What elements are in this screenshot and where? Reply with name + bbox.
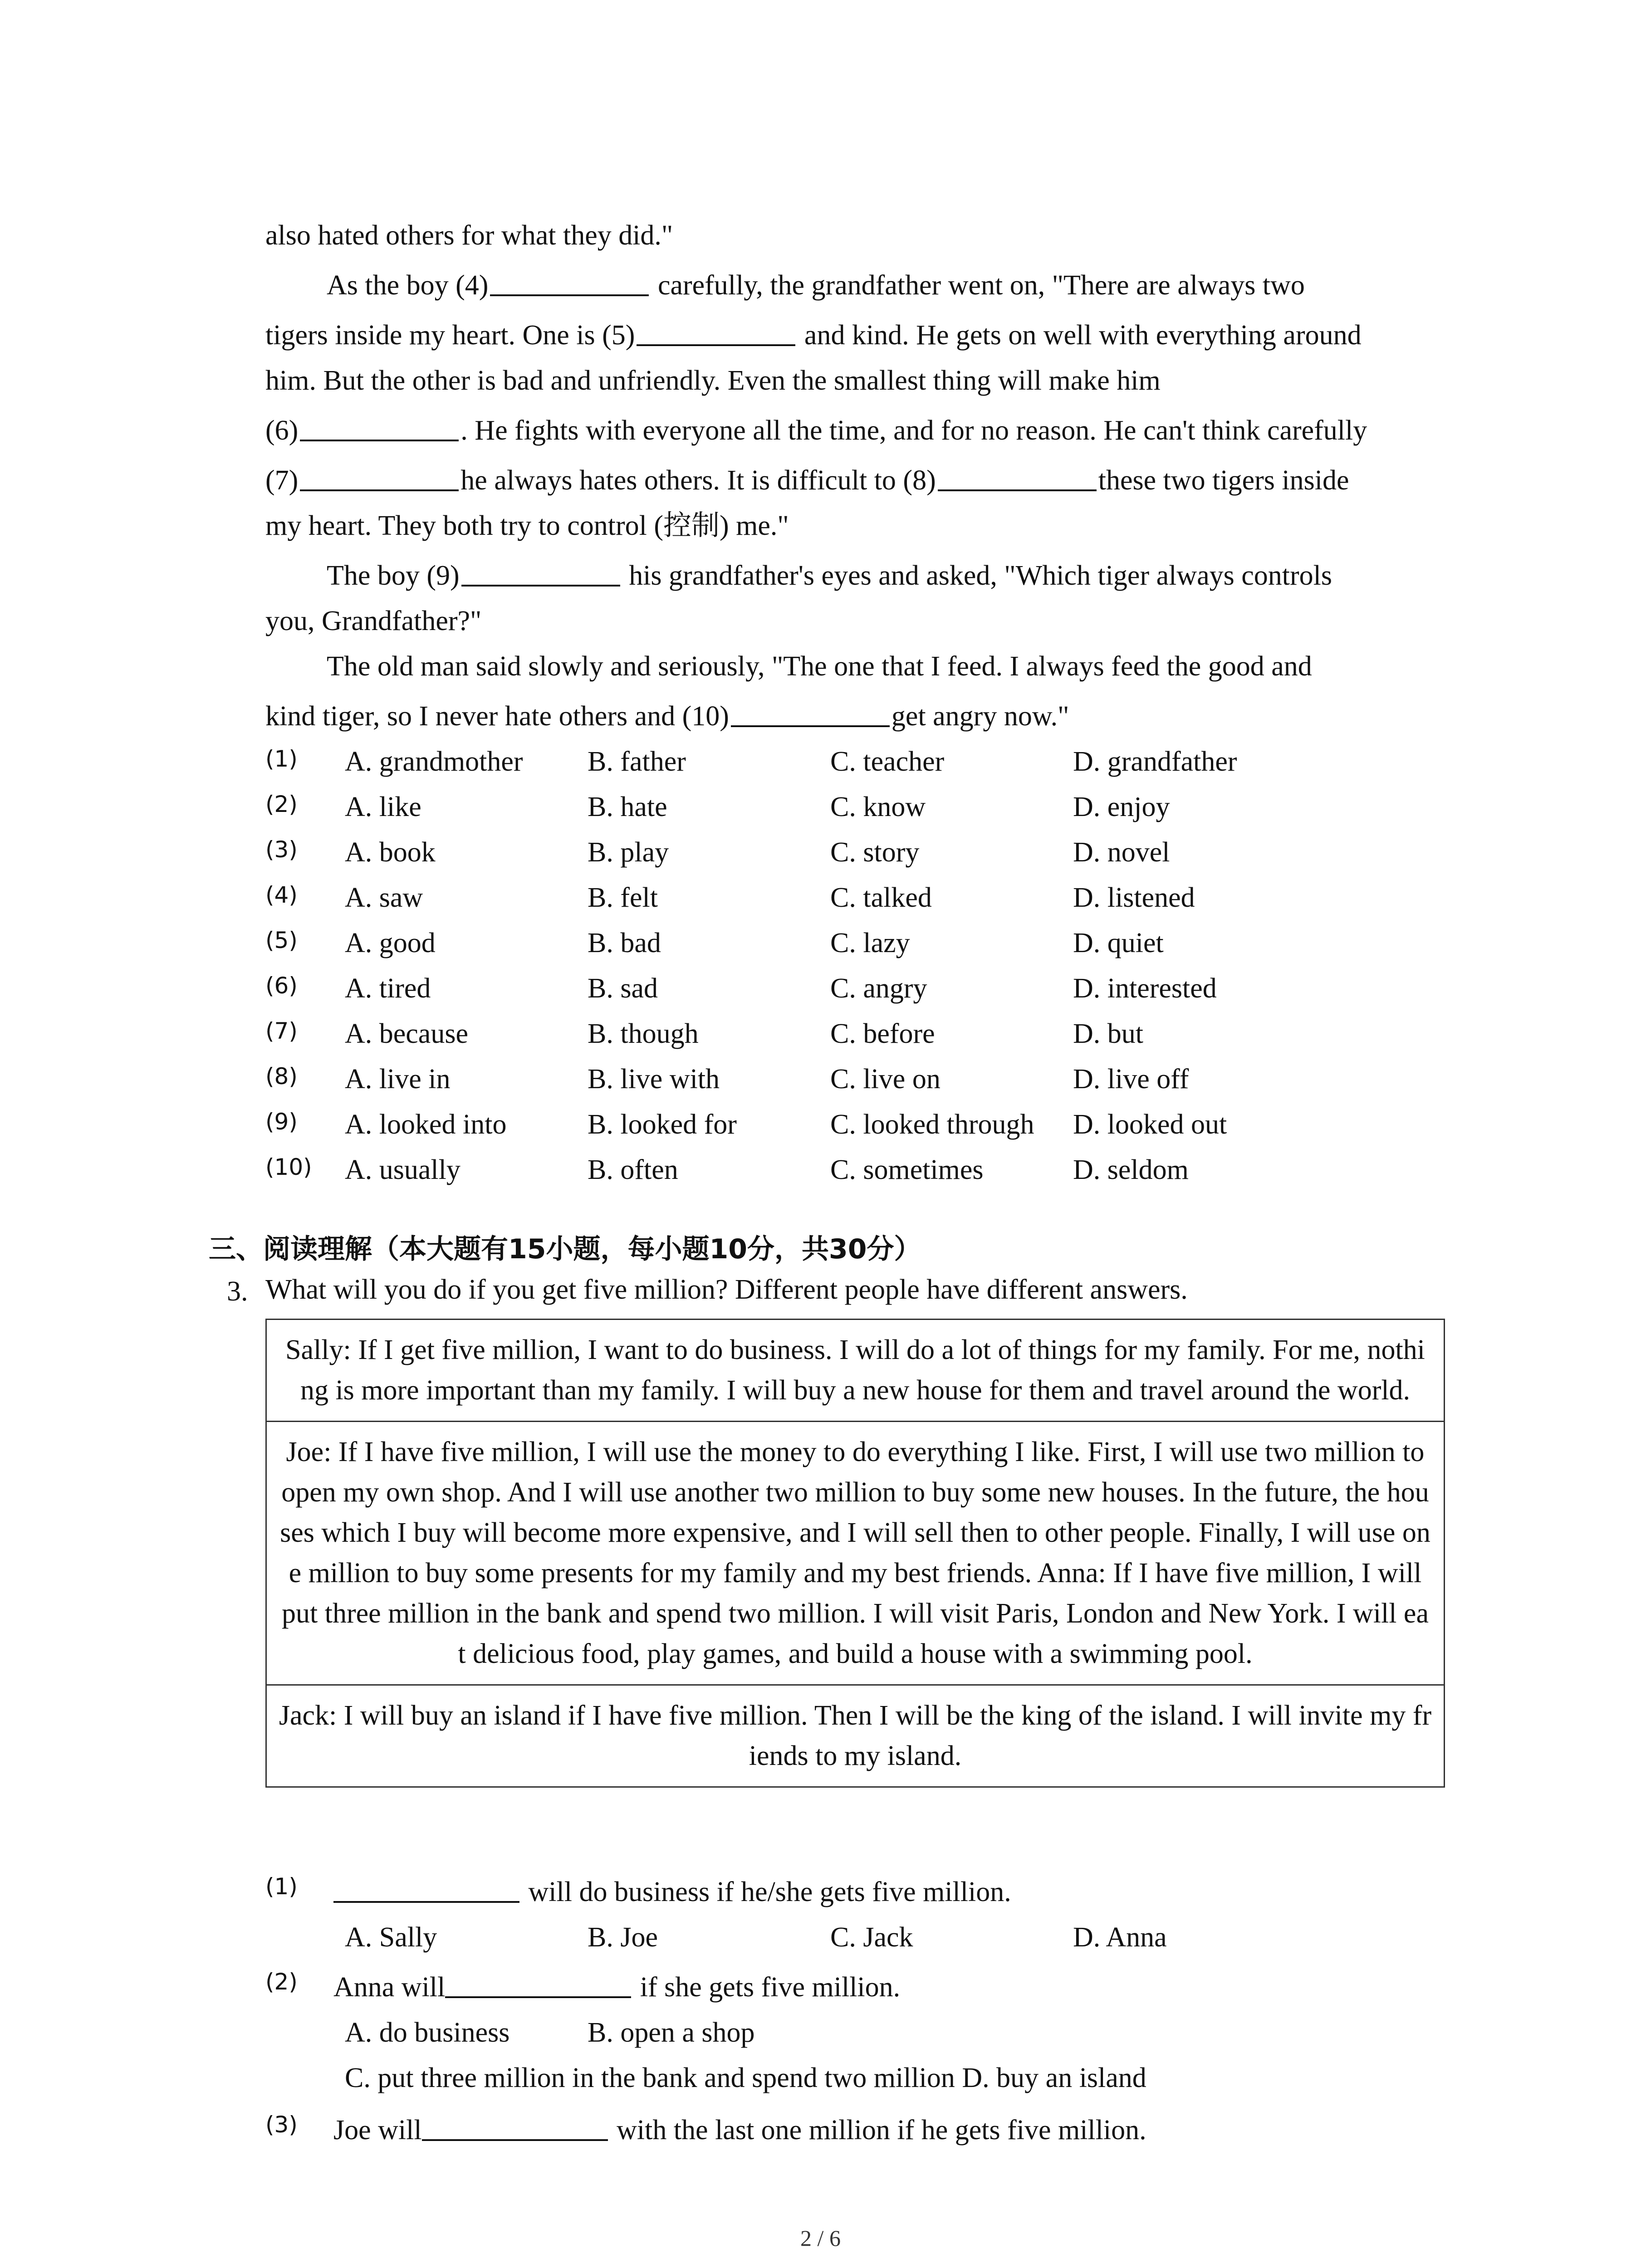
table-row: [266, 1320, 1445, 1422]
option-b[interactable]: B. often: [588, 1154, 678, 1185]
option-d[interactable]: D. seldom: [1073, 1154, 1189, 1185]
question-text: Anna will if she gets five million.: [333, 1972, 901, 2003]
option-a[interactable]: A. usually: [345, 1154, 460, 1185]
question-number: (9): [265, 1109, 298, 1135]
option-a[interactable]: A. tired: [345, 973, 431, 1004]
section-title: 三、阅读理解（本大题有15小题，每小题10分，共30分）: [209, 1233, 921, 1265]
answer-blank[interactable]: [300, 467, 459, 491]
answer-blank[interactable]: [731, 703, 890, 727]
passage-line: As the boy (4) carefully, the grandfather went on, "There are always two: [327, 270, 1305, 301]
question-number: (6): [265, 973, 298, 999]
option-a[interactable]: A. book: [345, 837, 436, 868]
question-text: will do business if he/she gets five million.: [333, 1878, 1011, 1906]
option-b[interactable]: B. sad: [588, 973, 658, 1004]
question-number: 3.: [227, 1276, 248, 1307]
option-b[interactable]: B. looked for: [588, 1109, 737, 1140]
passage-line: him. But the other is bad and unfriendly. Even the smallest thing will make him: [265, 365, 1161, 396]
option-a[interactable]: A. saw: [345, 882, 423, 913]
reading-table: [265, 1319, 1445, 1788]
option-d[interactable]: D. but: [1073, 1018, 1143, 1049]
question-intro: What will you do if you get five million? Different people have different answers.: [265, 1274, 1188, 1305]
option-b[interactable]: B. father: [588, 746, 686, 777]
option-c-d[interactable]: C. put three million in the bank and spend two million D. buy an island: [345, 2063, 1146, 2093]
question-number: (2): [265, 791, 298, 817]
option-d[interactable]: D. enjoy: [1073, 792, 1170, 822]
option-b[interactable]: B. bad: [588, 928, 661, 958]
question-number: (4): [265, 882, 298, 908]
question-number: (8): [265, 1063, 298, 1090]
option-c[interactable]: C. live on: [830, 1064, 941, 1095]
option-b[interactable]: B. though: [588, 1018, 699, 1049]
table-row: [266, 1422, 1445, 1685]
answer-blank[interactable]: [938, 467, 1097, 491]
option-d[interactable]: D. interested: [1073, 973, 1217, 1004]
question-number: (2): [265, 1969, 298, 1995]
option-c[interactable]: C. sometimes: [830, 1154, 984, 1185]
option-b[interactable]: B. live with: [588, 1064, 720, 1095]
option-b[interactable]: B. felt: [588, 882, 658, 913]
option-d[interactable]: D. live off: [1073, 1064, 1189, 1095]
passage-line: The old man said slowly and seriously, "The one that I feed. I always feed the good and: [327, 651, 1312, 682]
option-d[interactable]: D. grandfather: [1073, 746, 1237, 777]
passage-line: tigers inside my heart. One is (5) and kind. He gets on well with everything around: [265, 320, 1362, 351]
option-a[interactable]: A. grandmother: [345, 746, 523, 777]
option-c[interactable]: C. angry: [830, 973, 927, 1004]
passage-line: also hated others for what they did.": [265, 220, 673, 251]
answer-blank[interactable]: [333, 1878, 519, 1903]
passage-line: my heart. They both try to control (控制) me.": [265, 510, 789, 541]
answer-blank[interactable]: [490, 272, 649, 296]
answer-blank[interactable]: [422, 2116, 608, 2141]
table-row: [266, 1685, 1445, 1787]
option-a[interactable]: A. live in: [345, 1064, 451, 1095]
option-a[interactable]: A. looked into: [345, 1109, 507, 1140]
passage-line: you, Grandfather?": [265, 606, 482, 636]
option-d[interactable]: D. quiet: [1073, 928, 1164, 958]
option-d[interactable]: D. looked out: [1073, 1109, 1227, 1140]
answer-blank[interactable]: [637, 322, 795, 346]
question-number: (1): [265, 1873, 298, 1900]
passage-line: (6) . He fights with everyone all the time, and for no reason. He can't think carefully: [265, 415, 1367, 446]
option-c[interactable]: C. teacher: [830, 746, 945, 777]
table-cell: Sally: If I get five million, I want to do business. I will do a lot of things for my family. For me, nothing is more important than my family. I will buy a new house for them and travel around the world.: [266, 1320, 1445, 1422]
question-number: (1): [265, 746, 298, 772]
option-a[interactable]: A. good: [345, 928, 436, 958]
option-c[interactable]: C. story: [830, 837, 920, 868]
option-b[interactable]: B. hate: [588, 792, 667, 822]
answer-blank[interactable]: [300, 417, 459, 441]
option-a[interactable]: A. do business: [345, 2017, 510, 2048]
option-c[interactable]: C. Jack: [830, 1922, 913, 1953]
passage-line: The boy (9) his grandfather's eyes and asked, "Which tiger always controls: [327, 560, 1332, 591]
passage-line: kind tiger, so I never hate others and (10) get angry now.": [265, 701, 1069, 732]
option-d[interactable]: D. novel: [1073, 837, 1170, 868]
option-c[interactable]: C. lazy: [830, 928, 910, 958]
option-a[interactable]: A. Sally: [345, 1922, 437, 1953]
option-b[interactable]: B. play: [588, 837, 669, 868]
option-a[interactable]: A. like: [345, 792, 421, 822]
option-d[interactable]: D. listened: [1073, 882, 1195, 913]
option-c[interactable]: C. before: [830, 1018, 935, 1049]
question-number: (3): [265, 836, 298, 863]
answer-blank[interactable]: [461, 562, 620, 587]
question-text: Joe will with the last one million if he gets five million.: [333, 2115, 1146, 2146]
table-cell: Jack: I will buy an island if I have five million. Then I will be the king of the island. I will invite my friends to my island.: [266, 1685, 1445, 1787]
option-a[interactable]: A. because: [345, 1018, 468, 1049]
answer-blank[interactable]: [445, 1974, 631, 1998]
question-number: (7): [265, 1018, 298, 1044]
question-number: (5): [265, 927, 298, 953]
option-c[interactable]: C. looked through: [830, 1109, 1034, 1140]
option-b[interactable]: B. open a shop: [588, 2017, 755, 2048]
option-c[interactable]: C. talked: [830, 882, 932, 913]
question-number: (3): [265, 2112, 298, 2138]
question-number: (10): [265, 1154, 312, 1180]
option-c[interactable]: C. know: [830, 792, 926, 822]
option-d[interactable]: D. Anna: [1073, 1922, 1167, 1953]
passage-line: (7) he always hates others. It is difficult to (8) these two tigers inside: [265, 465, 1349, 496]
table-cell: Joe: If I have five million, I will use the money to do everything I like. First, I will use two million to open my own shop. And I will use another two million to buy some new houses. In the future, the houses which I buy will become more expensive, and I will sell then to other people. Finally, I will use one million to buy some presents for my family and my best friends. Anna: If I have five million, I will put three million in the bank and spend two million. I will visit Paris, London and New York. I will eat delicious food, play games, and build a house with a swimming pool.: [266, 1422, 1445, 1685]
page-number: 2 / 6: [800, 2225, 841, 2251]
option-b[interactable]: B. Joe: [588, 1922, 658, 1953]
